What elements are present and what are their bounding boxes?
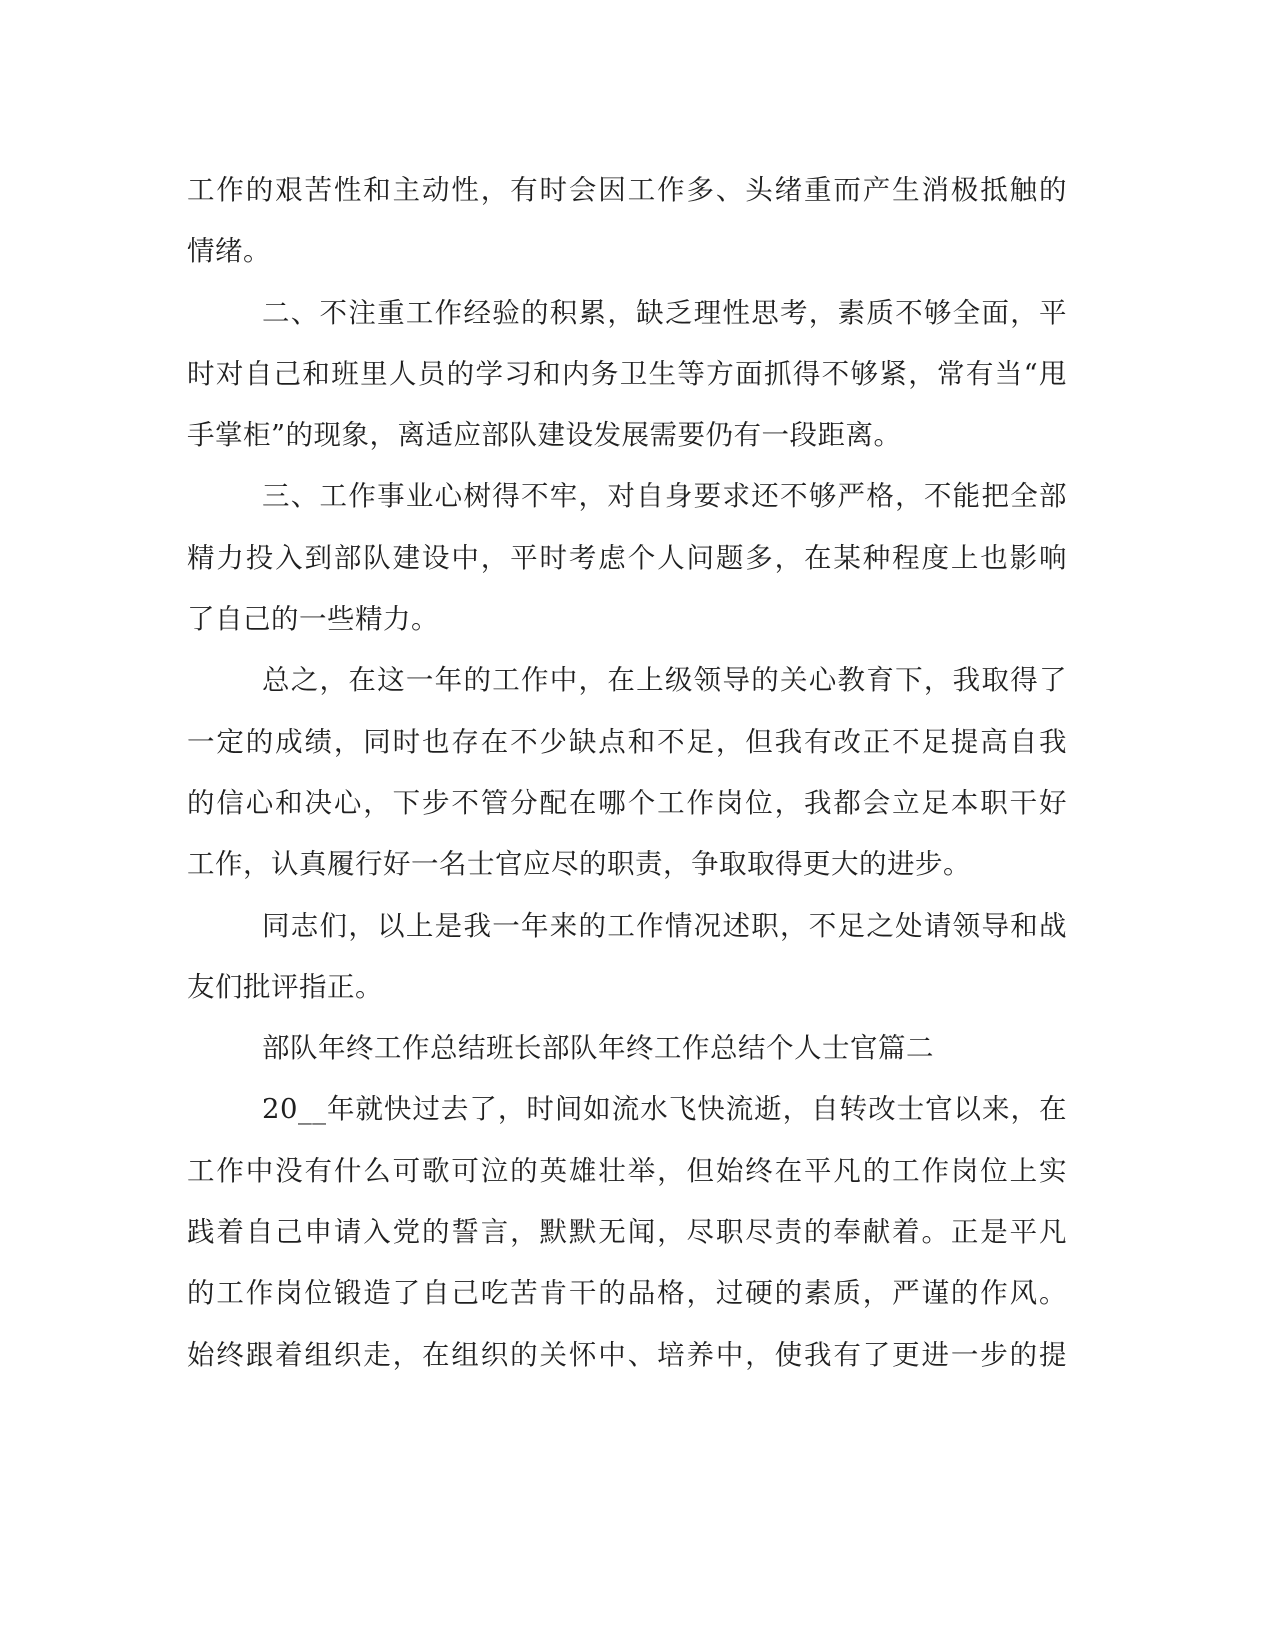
text-line: 20__年就快过去了，时间如流水飞快流逝，自转改士官以来，在 bbox=[262, 1093, 1067, 1126]
section-heading bbox=[187, 1018, 1067, 1079]
text-line: 一定的成绩，同时也存在不少缺点和不足，但我有改正不足提高自我 bbox=[187, 725, 1067, 758]
text-line: 二、不注重工作经验的积累，缺乏理性思考，素质不够全面，平 bbox=[262, 296, 1067, 329]
paragraph-point-three bbox=[187, 466, 1067, 527]
text-line: 时对自己和班里人员的学习和内务卫生等方面抓得不够紧，常有当“甩 bbox=[187, 357, 1067, 390]
paragraph-summary-cont bbox=[187, 712, 1067, 896]
document-body bbox=[187, 160, 1067, 1386]
paragraph-summary bbox=[187, 650, 1067, 711]
text-line: 始终跟着组织走，在组织的关怀中、培养中，使我有了更进一步的提 bbox=[187, 1338, 1067, 1371]
paragraph-point-two bbox=[187, 283, 1067, 344]
paragraph-year-intro-cont bbox=[187, 1141, 1067, 1386]
text-line: 践着自己申请入党的誓言，默默无闻，尽职尽责的奉献着。正是平凡 bbox=[187, 1216, 1067, 1249]
paragraph-continuation bbox=[187, 160, 1067, 283]
text-line: 的信心和决心，下步不管分配在哪个工作岗位，我都会立足本职干好 bbox=[187, 786, 1067, 819]
text-line: 工作的艰苦性和主动性，有时会因工作多、头绪重而产生消极抵触的 bbox=[187, 174, 1067, 206]
paragraph-point-two-cont bbox=[187, 344, 1067, 467]
paragraph-closing-cont bbox=[187, 957, 1067, 1018]
text-line: 同志们，以上是我一年来的工作情况述职，不足之处请领导和战 bbox=[262, 909, 1067, 942]
text-line: 手掌柜”的现象，离适应部队建设发展需要仍有一段距离。 bbox=[187, 419, 902, 452]
text-line: 精力投入到部队建设中，平时考虑个人问题多，在某种程度上也影响 bbox=[187, 541, 1067, 574]
text-line: 了自己的一些精力。 bbox=[187, 603, 439, 636]
text-line: 工作，认真履行好一名士官应尽的职责，争取取得更大的进步。 bbox=[187, 848, 971, 881]
text-line: 三、工作事业心树得不牢，对自身要求还不够严格，不能把全部 bbox=[262, 480, 1067, 513]
text-line: 情绪。 bbox=[187, 235, 271, 268]
text-line: 总之，在这一年的工作中，在上级领导的关心教育下，我取得了 bbox=[262, 664, 1067, 697]
paragraph-year-intro bbox=[187, 1079, 1067, 1140]
text-line: 的工作岗位锻造了自己吃苦肯干的品格，过硬的素质，严谨的作风。 bbox=[187, 1277, 1067, 1310]
paragraph-closing bbox=[187, 896, 1067, 957]
text-line: 工作中没有什么可歌可泣的英雄壮举，但始终在平凡的工作岗位上实 bbox=[187, 1154, 1067, 1187]
text-line: 友们批评指正。 bbox=[187, 970, 383, 1003]
section-title: 部队年终工作总结班长部队年终工作总结个人士官篇二 bbox=[262, 1032, 934, 1065]
paragraph-point-three-cont bbox=[187, 528, 1067, 651]
